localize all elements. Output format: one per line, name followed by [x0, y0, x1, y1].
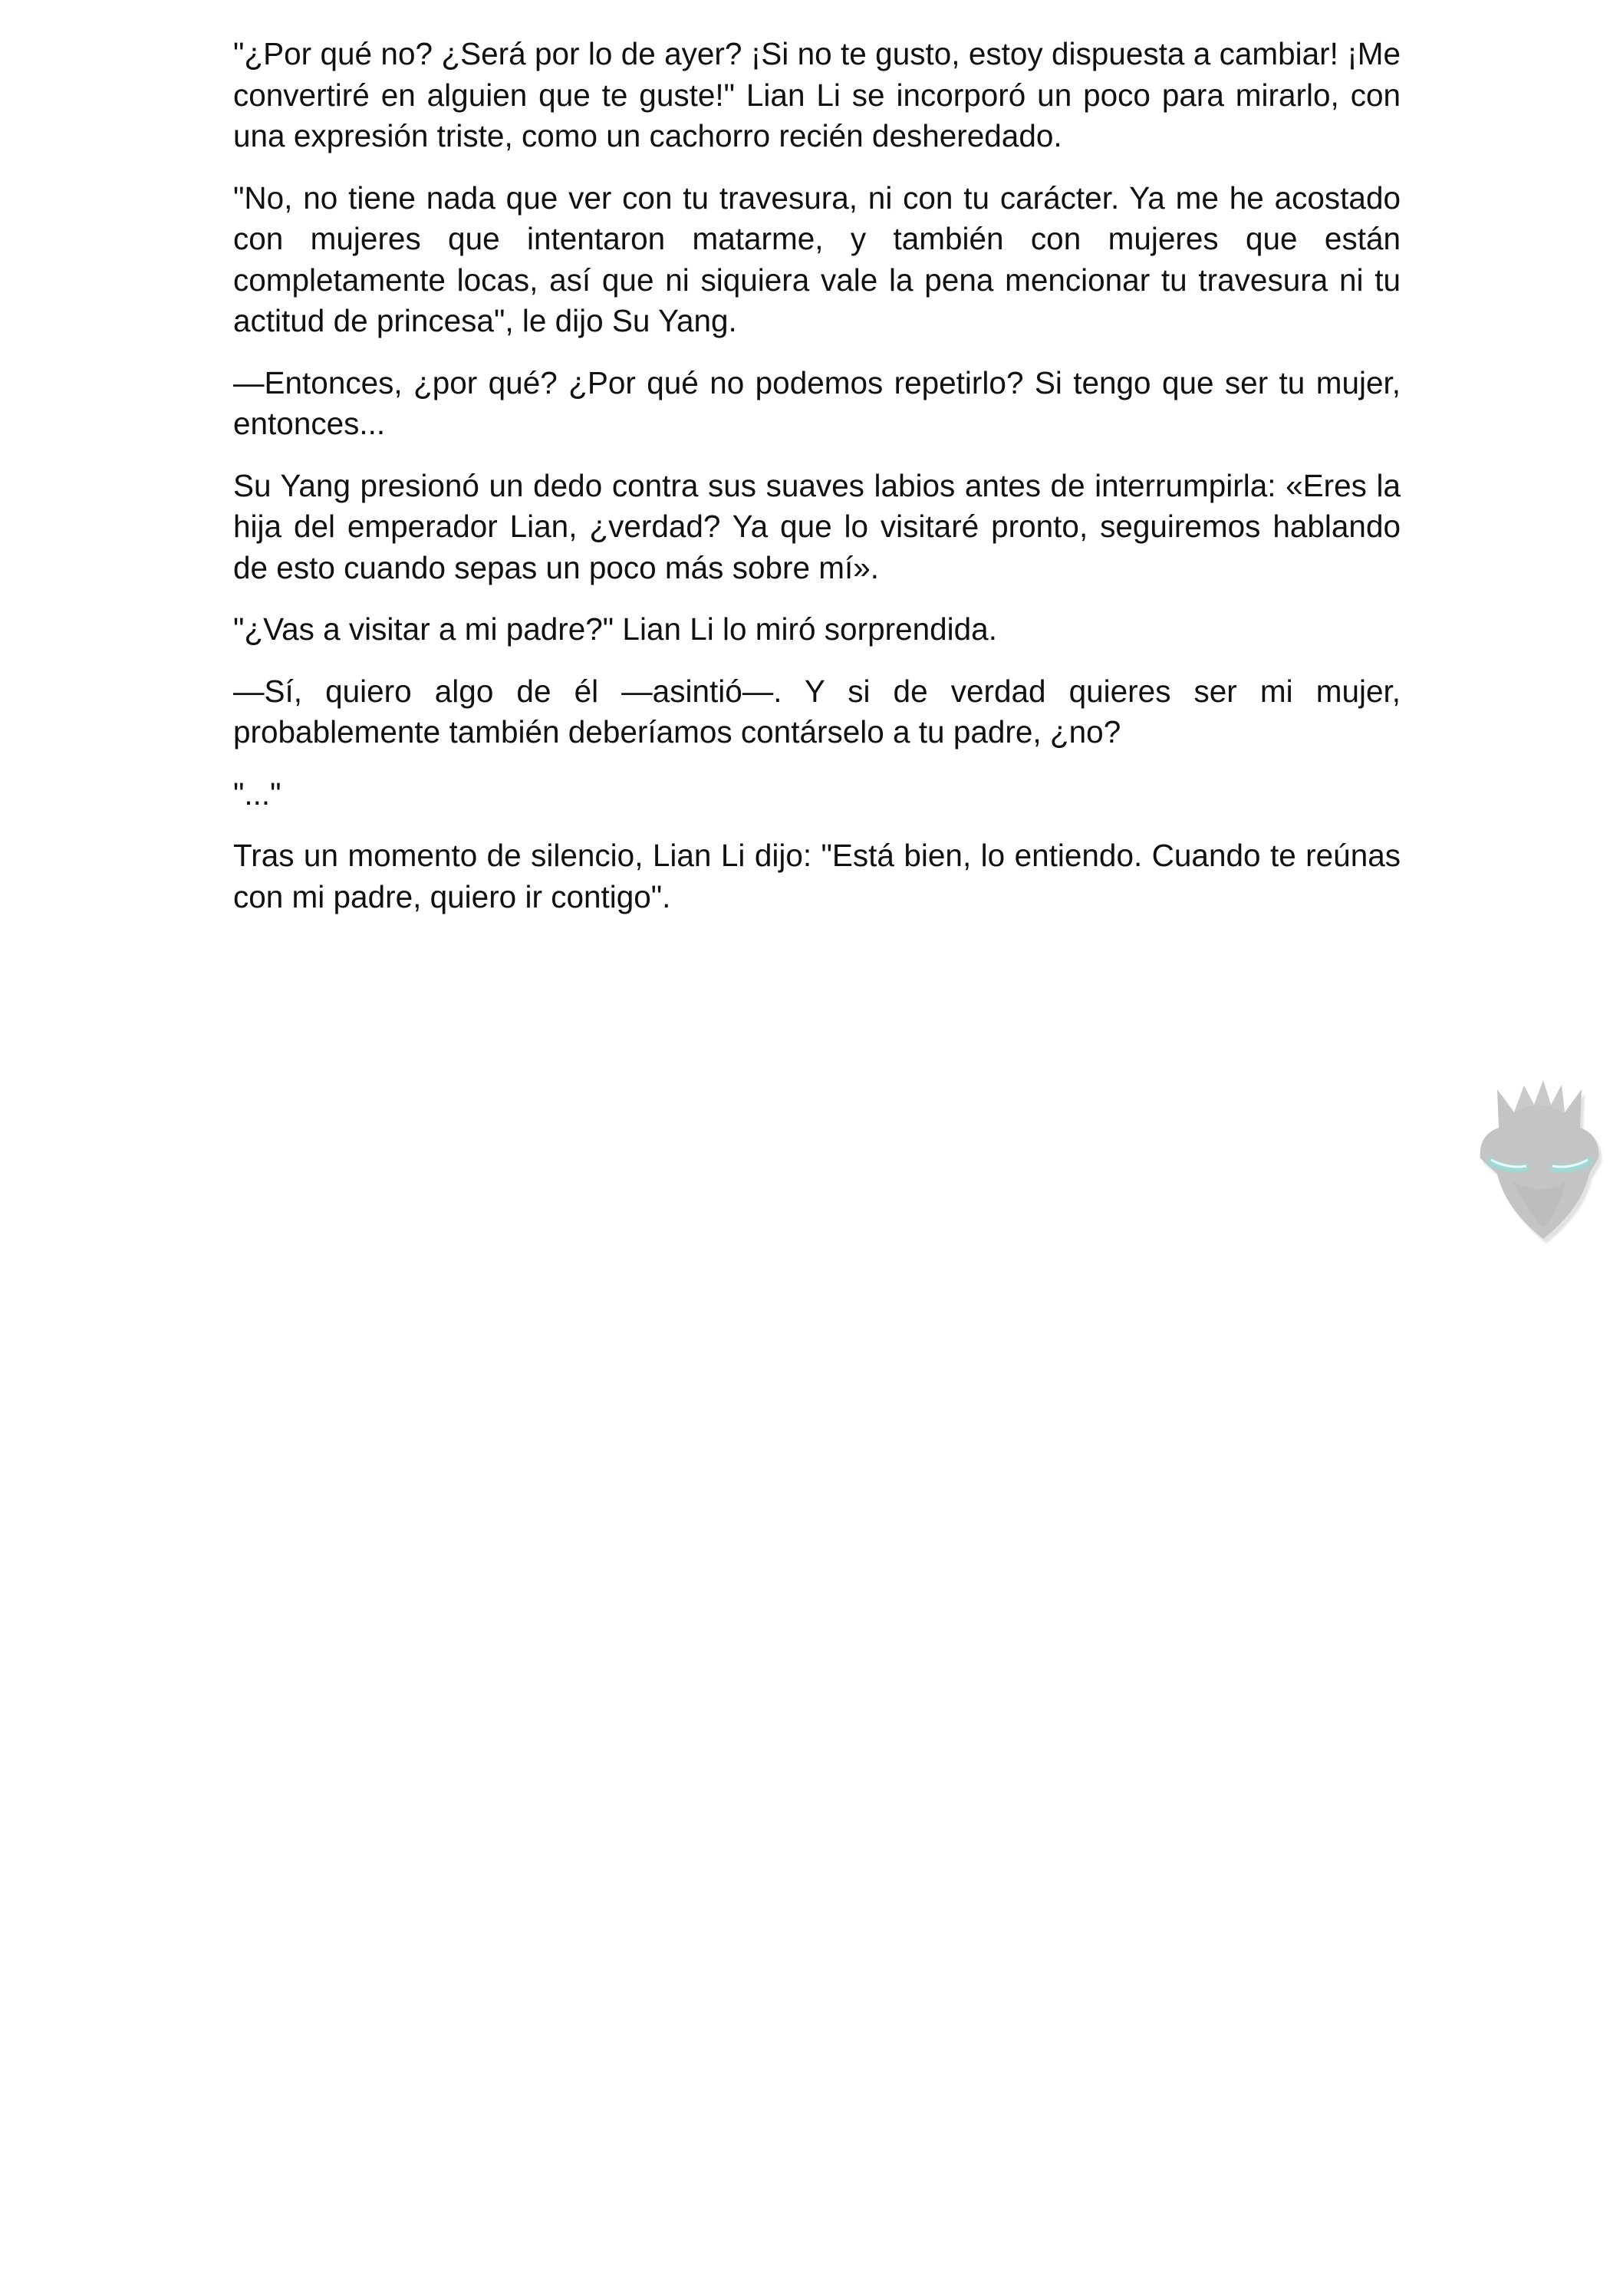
- text-column: [233, 34, 1401, 938]
- paragraph-7: "...": [233, 776, 281, 812]
- paragraph-5: "¿Vas a visitar a mi padre?" Lian Li lo miró sorprendida.: [233, 611, 997, 647]
- paragraph-1: "¿Por qué no? ¿Será por lo de ayer? ¡Si no te gusto, estoy dispuesta a cambiar! ¡Me convertiré en alguien que te guste!" Lian Li se incorporó un poco para mirarlo, con una expresión triste, como un cachorro recién desheredado.: [233, 36, 1401, 153]
- paragraph-3: —Entonces, ¿por qué? ¿Por qué no podemos repetirlo? Si tengo que ser tu mujer, entonces...: [233, 364, 1401, 441]
- paragraph-6: —Sí, quiero algo de él —asintió—. Y si de verdad quieres ser mi mujer, probablemente también deberíamos contárselo a tu padre, ¿no?: [233, 673, 1401, 749]
- demon-head-icon: [1467, 1074, 1612, 1247]
- paragraph-8: Tras un momento de silencio, Lian Li dijo: "Está bien, lo entiendo. Cuando te reúnas con mi padre, quiero ir contigo".: [233, 838, 1401, 914]
- paragraph-2: "No, no tiene nada que ver con tu travesura, ni con tu carácter. Ya me he acostado con mujeres que intentaron matarme, y también con mujeres que están completamente locas, así que ni siquiera vale la pena mencionar tu travesura ni tu actitud de princesa", le dijo Su Yang.: [233, 180, 1401, 338]
- paragraph-4: Su Yang presionó un dedo contra sus suaves labios antes de interrumpirla: «Eres la hija del emperador Lian, ¿verdad? Ya que lo visitaré pronto, seguiremos hablando de esto cuando sepas un poco más sobre mí».: [233, 467, 1401, 585]
